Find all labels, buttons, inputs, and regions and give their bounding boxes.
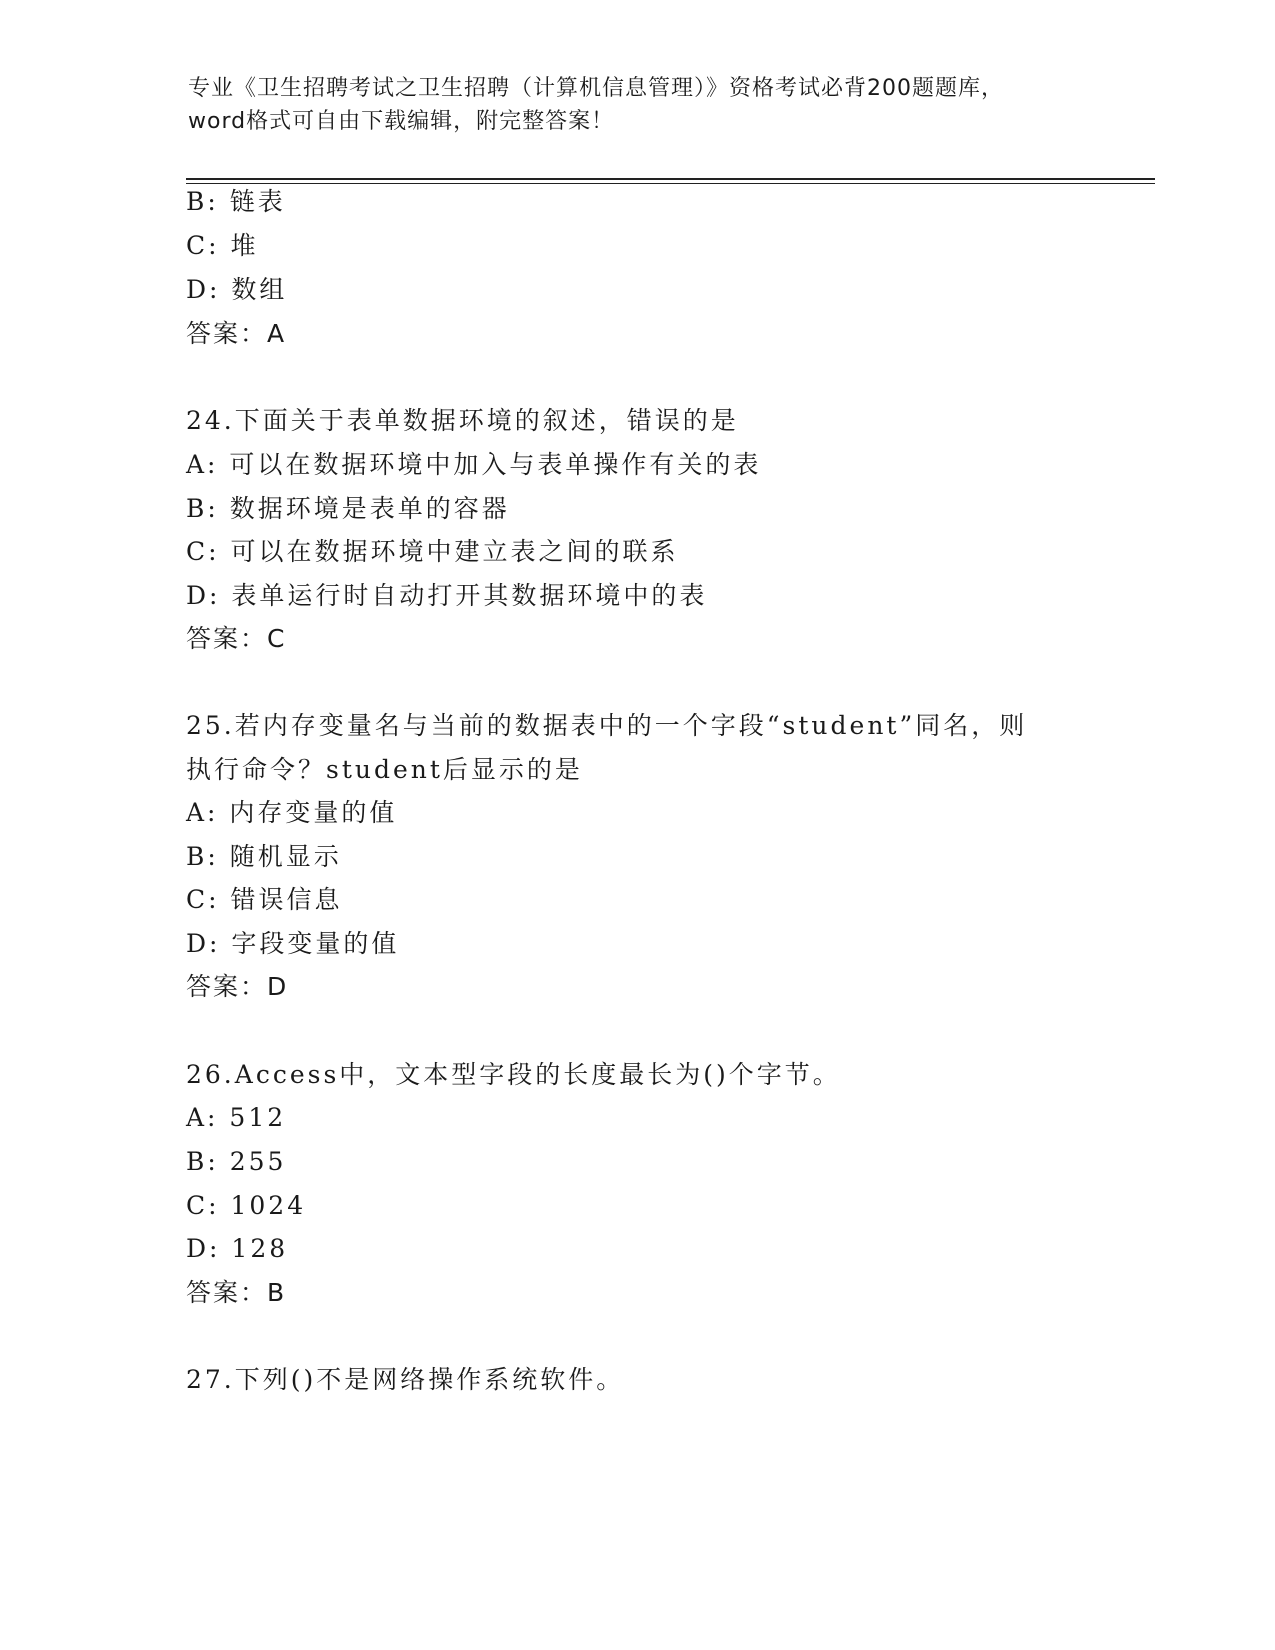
header-divider [186, 178, 1155, 184]
q24-answer: 答案：C [186, 624, 287, 653]
header-title-line1: 专业《卫生招聘考试之卫生招聘（计算机信息管理）》资格考试必背200题题库， [188, 76, 1004, 101]
q25-option-b: B: 随机显示 [186, 842, 342, 871]
q24-option-b: B: 数据环境是表单的容器 [186, 494, 510, 523]
q25-option-d: D: 字段变量的值 [186, 929, 400, 958]
q26-option-d: D: 128 [186, 1234, 289, 1263]
q24-question: 24.下面关于表单数据环境的叙述，错误的是 [186, 406, 739, 435]
q23-option-b: B: 链表 [186, 187, 286, 216]
q26-option-a: A: 512 [186, 1103, 287, 1132]
q26-option-b: B: 255 [186, 1147, 287, 1176]
q26-question: 26.Access中，文本型字段的长度最长为()个字节。 [186, 1060, 841, 1089]
q24-option-a: A: 可以在数据环境中加入与表单操作有关的表 [186, 450, 762, 479]
q25-answer: 答案：D [186, 972, 289, 1001]
header-title-line2: word格式可自由下载编辑，附完整答案！ [188, 109, 615, 134]
q25-question-line2: 执行命令？student后显示的是 [186, 755, 583, 784]
document-header [188, 72, 1088, 138]
q25-option-a: A: 内存变量的值 [186, 798, 398, 827]
q25-option-c: C: 错误信息 [186, 885, 343, 914]
q23-option-c: C: 堆 [186, 231, 259, 260]
q24-option-c: C: 可以在数据环境中建立表之间的联系 [186, 537, 679, 566]
q23-option-d: D: 数组 [186, 275, 288, 304]
q23-answer: 答案：A [186, 319, 287, 348]
q27-question: 27.下列()不是网络操作系统软件。 [186, 1365, 625, 1394]
q26-answer: 答案：B [186, 1278, 287, 1307]
q26-option-c: C: 1024 [186, 1191, 307, 1220]
q25-question-line1: 25.若内存变量名与当前的数据表中的一个字段“student”同名，则 [186, 711, 1028, 740]
q24-option-d: D: 表单运行时自动打开其数据环境中的表 [186, 581, 708, 610]
